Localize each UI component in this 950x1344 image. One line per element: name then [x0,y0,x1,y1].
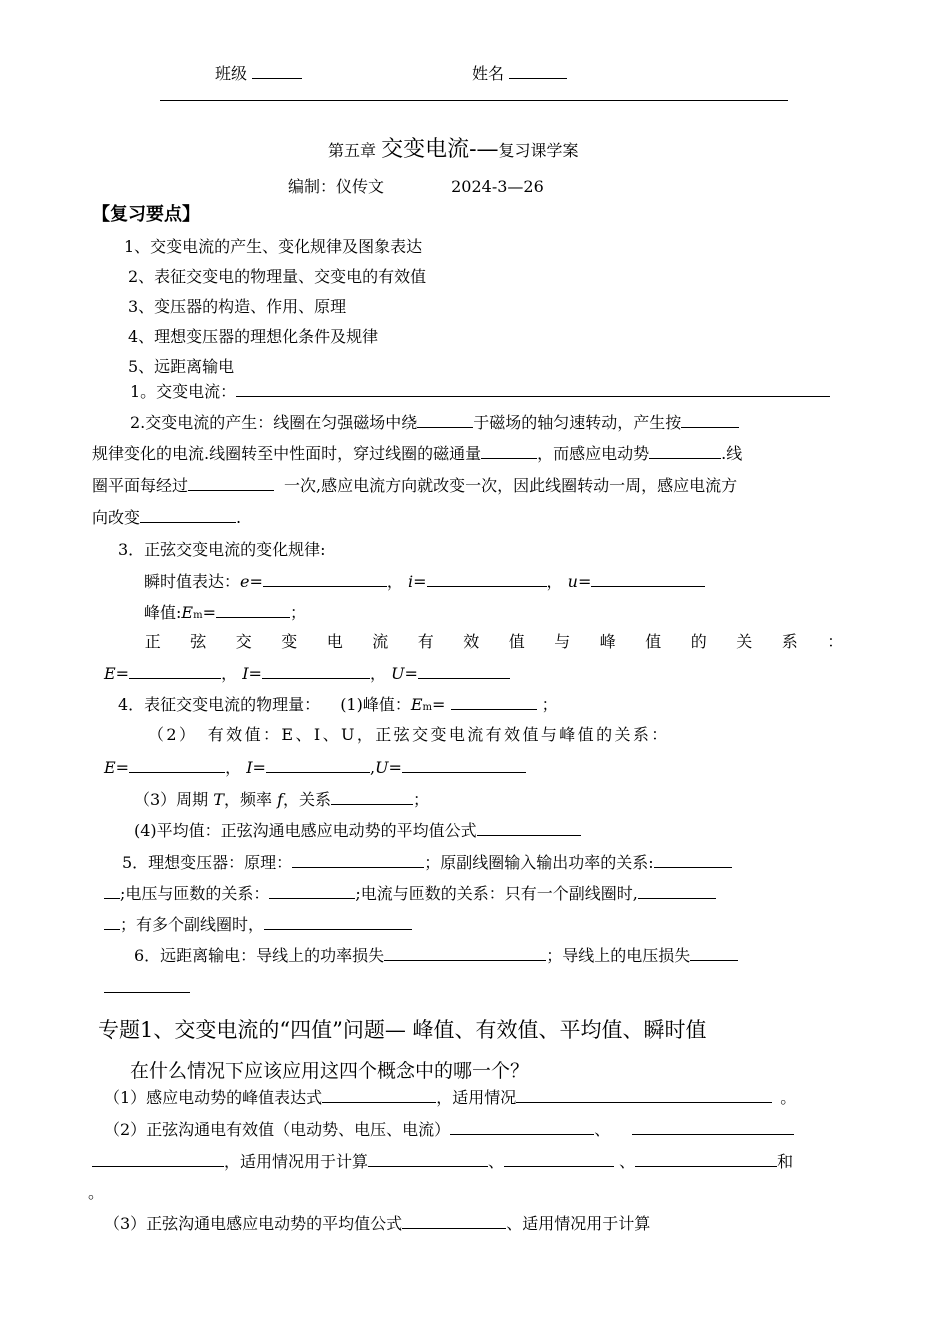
review-item: 3、变压器的构造、作用、原理 [128,297,347,316]
answer-blank[interactable] [649,442,721,459]
class-blank[interactable] [252,62,302,79]
topic-line-4: （3）正弦沟通电感应电动势的平均值公式 、适用情况用于计算 [104,1214,651,1233]
question-6: 6．远距离输电：导线上的功率损失 ；导线上的电压损失 [134,944,738,967]
question-2-line-3: 圈平面每经过 一次,感应电流方向就改变一次，因此线圈转动一周，感应电流方 [92,476,738,495]
topic-line-3-end: 。 [88,1183,105,1202]
topic-line-3: ，适用情况用于计算 、 、 和 [92,1150,793,1173]
answer-blank[interactable] [632,1118,794,1135]
answer-blank[interactable] [264,913,412,930]
answer-blank[interactable] [104,976,190,993]
header-divider [160,100,788,101]
question-3-head: 3．正弦交变电流的变化规律: [118,540,326,559]
question-6-continued [104,976,190,999]
answer-blank[interactable] [516,1086,772,1103]
topic-line-2: （2）正弦沟通电有效值（电动势、电压、电流） 、 [104,1118,794,1141]
topic-line-1: （1）感应电动势的峰值表达式 ，适用情况 。 [104,1088,797,1107]
review-heading: 【复习要点】 [92,204,200,225]
answer-blank[interactable] [104,882,120,899]
instant-expressions: 瞬时值表达：e= ， i= ， u= [144,570,705,593]
relation-line: 正 弦 交 变 电 流 有 效 值 与 峰 值 的 关 系 ： [144,632,844,651]
class-field [215,62,302,85]
answer-blank[interactable] [654,851,732,868]
author-line: 编制：仪传文 2024-3—26 [288,177,544,196]
answer-blank[interactable] [129,662,221,679]
name-field [472,62,567,85]
question-2-line-4: 向改变 . [92,508,242,527]
answer-blank[interactable] [638,882,716,899]
effective-blanks: E= ， I= ,U= [104,756,526,779]
review-item: 1、交变电流的产生、变化规律及图象表达 [124,237,423,256]
answer-blank[interactable] [140,506,236,523]
answer-blank[interactable] [402,1212,506,1229]
period-line: （3）周期 T，频率 f，关系 ； [134,790,430,809]
question-5-line-3: ；有多个副线圈时， [104,913,412,936]
question-2-line-1: 2.交变电流的产生：线圈在匀强磁场中绕 于磁场的轴匀速转动，产生按 [130,411,739,434]
answer-blank[interactable] [481,442,537,459]
answer-blank[interactable] [591,570,705,587]
answer-blank[interactable] [104,913,120,930]
answer-blank[interactable] [681,411,739,428]
topic-title: 专题1、交变电流的“四值”问题— 峰值、有效值、平均值、瞬时值 [98,1018,707,1042]
answer-blank[interactable] [322,1086,436,1103]
answer-blank[interactable] [236,380,830,397]
name-label: 姓名 [472,64,505,83]
peak-expression: 峰值:Em= ； [144,603,306,622]
page-title: 第五章 交变电流-—复习课学案 [328,137,579,162]
answer-blank[interactable] [690,944,738,961]
relation-blanks: E= ， I= ， U= [104,662,510,685]
answer-blank[interactable] [263,570,387,587]
answer-blank[interactable] [129,756,225,773]
answer-blank[interactable] [384,944,546,961]
question-5-line-2: ;电压与匝数的关系： ;电流与匝数的关系：只有一个副线圈时, [104,882,716,905]
answer-blank[interactable] [216,601,290,618]
question-2-line-2: 规律变化的电流.线圈转至中性面时，穿过线圈的磁通量 ，而感应电动势 .线 [92,444,743,463]
answer-blank[interactable] [450,1118,594,1135]
answer-blank[interactable] [188,474,274,491]
question-4-head: 4．表征交变电流的物理量： (1)峰值：Em= ； [118,695,558,714]
answer-blank[interactable] [262,662,370,679]
answer-blank[interactable] [451,693,537,710]
answer-blank[interactable] [331,788,413,805]
answer-blank[interactable] [635,1150,777,1167]
topic-question: 在什么情况下应该应用这四个概念中的哪一个？ [130,1060,530,1082]
review-item: 4、理想变压器的理想化条件及规律 [128,327,379,346]
review-item: 2、表征交变电的物理量、交变电的有效值 [128,267,427,286]
answer-blank[interactable] [292,851,424,868]
answer-blank[interactable] [402,756,526,773]
answer-blank[interactable] [417,411,473,428]
question-5-line-1: 5．理想变压器：原理： ；原副线圈输入输出功率的关系: [122,851,732,874]
average-line: (4)平均值：正弦沟通电感应电动势的平均值公式 [134,819,581,842]
answer-blank[interactable] [92,1150,224,1167]
answer-blank[interactable] [266,756,370,773]
review-item: 5、远距离输电 [128,357,235,376]
question-1: 1。交变电流： [130,380,830,403]
class-label: 班级 [215,64,248,83]
name-blank[interactable] [509,62,567,79]
effective-value-line: （2） 有效值：E、I、U，正弦交变电流有效值与峰值的关系： [148,725,670,744]
answer-blank[interactable] [477,819,581,836]
answer-blank[interactable] [269,882,355,899]
answer-blank[interactable] [418,662,510,679]
answer-blank[interactable] [504,1150,614,1167]
answer-blank[interactable] [427,570,547,587]
answer-blank[interactable] [368,1150,488,1167]
